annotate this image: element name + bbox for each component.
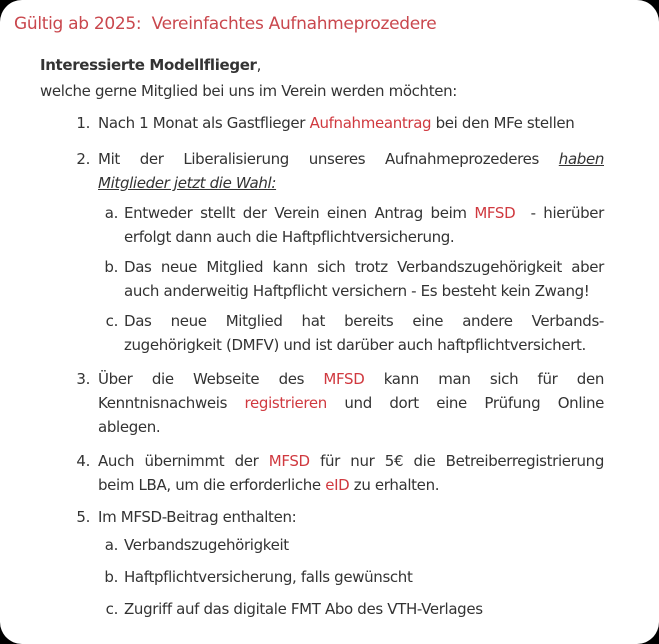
list-item-4-line2 — [98, 476, 439, 494]
mfsd-link[interactable]: MFSD — [323, 370, 365, 388]
item-text: für nur 5€ die Betreiberregistrierung — [309, 452, 604, 470]
list-item-4-line1 — [98, 452, 604, 470]
mfsd-link[interactable]: MFSD — [268, 452, 310, 470]
list-item-3-line3: ablegen. — [98, 418, 161, 436]
list-item-1 — [98, 114, 574, 132]
list-item-3-line1 — [98, 370, 604, 388]
item-text: - hierüber — [515, 204, 605, 222]
list-item-2-line1 — [98, 150, 604, 168]
eid-link[interactable]: eID — [325, 476, 350, 494]
intro-line: welche gerne Mitglied bei uns im Verein werden möchten: — [40, 82, 457, 100]
sublist-letter-5a: a. — [104, 536, 118, 554]
emphasis-text: Mitglieder jetzt die Wahl: — [98, 174, 277, 192]
sublist-item-5b: Haftpflichtversicherung, falls gewünscht — [124, 568, 413, 586]
sublist-item-2a-line1 — [124, 204, 604, 222]
sublist-letter-2c: c. — [105, 312, 118, 330]
sublist-item-5c: Zugriff auf das digitale FMT Abo des VTH-Verlages — [124, 600, 483, 618]
sublist-item-5a: Verbandszugehörigkeit — [124, 536, 289, 554]
item-text: kann man sich für den — [364, 370, 604, 388]
sublist-item-2b-line1: Das neue Mitglied kann sich trotz Verbandszugehörigkeit aber — [124, 258, 604, 276]
page-title: Gültig ab 2025: Vereinfachtes Aufnahmeprozedere — [14, 14, 437, 34]
sublist-letter-2b: b. — [104, 258, 118, 276]
list-number-4: 4. — [76, 452, 90, 470]
list-item-5: Im MFSD-Beitrag enthalten: — [98, 508, 297, 526]
sublist-item-2c-line1: Das neue Mitglied hat bereits eine andere Verbands- — [124, 312, 604, 330]
list-number-3: 3. — [76, 370, 90, 388]
intro-greeting — [40, 56, 261, 74]
item-text: beim LBA, um die erforderliche — [98, 476, 326, 494]
sublist-letter-5b: b. — [104, 568, 118, 586]
intro-comma: , — [256, 56, 261, 74]
item-text: Kenntnisnachweis — [98, 394, 245, 412]
sublist-item-2b-line2: auch anderweitig Haftpflicht versichern - Es besteht kein Zwang! — [124, 282, 590, 300]
item-text: Nach 1 Monat als Gastflieger — [98, 114, 310, 132]
sublist-letter-2a: a. — [104, 204, 118, 222]
intro-bold-text: Interessierte Modellflieger — [40, 56, 257, 74]
item-text: zu erhalten. — [349, 476, 440, 494]
item-text: Über die Webseite des — [98, 370, 324, 388]
sublist-letter-5c: c. — [105, 600, 118, 618]
mfsd-link[interactable]: MFSD — [474, 204, 516, 222]
item-text: Entweder stellt der Verein einen Antrag beim — [124, 204, 475, 222]
list-item-2-line2 — [98, 174, 276, 192]
item-text: Mit der Liberalisierung unseres Aufnahmeprozederes — [98, 150, 559, 168]
aufnahmeantrag-link[interactable]: Aufnahmeantrag — [309, 114, 432, 132]
list-number-1: 1. — [76, 114, 90, 132]
item-text: bei den MFe stellen — [431, 114, 575, 132]
sublist-item-2a-line2: erfolgt dann auch die Haftpflichtversicherung. — [124, 228, 455, 246]
list-number-5: 5. — [76, 508, 90, 526]
registrieren-link[interactable]: registrieren — [244, 394, 327, 412]
list-number-2: 2. — [76, 150, 90, 168]
item-text: und dort eine Prüfung Online — [326, 394, 605, 412]
list-item-3-line2 — [98, 394, 604, 412]
item-text: Auch übernimmt der — [98, 452, 269, 470]
emphasis-text: haben — [558, 150, 604, 168]
sublist-item-2c-line2: zugehörigkeit (DMFV) und ist darüber auch haftpflichtversichert. — [124, 336, 586, 354]
